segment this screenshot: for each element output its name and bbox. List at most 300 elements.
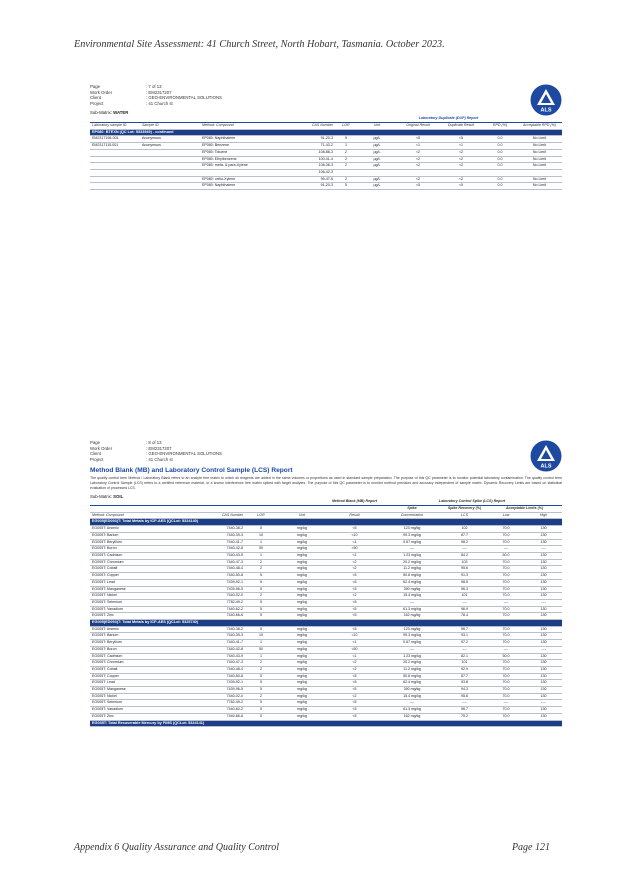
- report-page-dup: [90, 84, 562, 190]
- mb-report-head: Method Blank (MB) Report: [327, 499, 382, 505]
- sub-matrix: [90, 107, 562, 116]
- document-footer-left: Appendix 6 Quality Assurance and Quality Control: [74, 842, 279, 853]
- sub-matrix-value: SOIL: [113, 494, 124, 500]
- table-cell: mg/kg: [277, 713, 327, 720]
- dup-body: [90, 136, 562, 190]
- table-cell: [200, 170, 285, 177]
- table-cell: 87.7: [442, 532, 487, 539]
- meta-key: Project: [90, 456, 104, 462]
- table-row: [90, 553, 562, 560]
- meta-value: : EM2317207: [146, 445, 172, 451]
- table-cell: 92.9: [442, 666, 487, 673]
- table-cell: EG005T: Zinc: [90, 713, 190, 720]
- table-cell: 130: [525, 660, 562, 667]
- table-cell: 96.7: [442, 707, 487, 714]
- table-cell: 70.0: [487, 593, 525, 600]
- meta-value: : GEO-ENVIRONMENTAL SOLUTIONS: [146, 95, 222, 101]
- table-cell: 62.4 mg/kg: [382, 680, 442, 687]
- als-logo-icon: [530, 84, 562, 116]
- table-cell: 390 mg/kg: [382, 687, 442, 694]
- table-cell: mg/kg: [277, 606, 327, 613]
- table-cell: <5: [327, 526, 382, 533]
- sub-matrix-value: WATER: [113, 110, 129, 116]
- table-row: [90, 700, 562, 707]
- table-row: [90, 163, 562, 170]
- table-cell: ----: [525, 546, 562, 553]
- table-cell: 2: [245, 660, 277, 667]
- table-cell: EM2317198-001: [90, 136, 140, 143]
- table-cell: 162 mg/kg: [382, 713, 442, 720]
- table-cell: EG005T: Arsenic: [90, 526, 190, 533]
- table-cell: 70.0: [487, 666, 525, 673]
- table-cell: 0.67 mg/kg: [382, 539, 442, 546]
- table-cell: 0.0: [483, 163, 517, 170]
- table-cell: 7440-48-4: [190, 566, 245, 573]
- table-cell: EG005T: Chromium: [90, 559, 190, 566]
- table-row: [90, 579, 562, 586]
- dup-table: [90, 116, 562, 190]
- table-cell: 2: [335, 149, 357, 156]
- table-cell: EP080: meta- & para-Xylene: [200, 163, 285, 170]
- table-cell: EG005T: Nickel: [90, 693, 190, 700]
- table-cell: 5: [245, 599, 277, 606]
- table-row: [90, 539, 562, 546]
- col-header: High: [525, 512, 562, 519]
- table-cell: EG005T: Manganese: [90, 586, 190, 593]
- table-cell: 70.0: [487, 673, 525, 680]
- table-cell: 2: [335, 156, 357, 163]
- col-header: Method: Compound: [200, 123, 285, 130]
- table-cell: 2: [245, 693, 277, 700]
- acceptable-limits-head: Acceptable Limits (%): [487, 506, 562, 513]
- table-cell: 91-20-3: [285, 136, 335, 143]
- table-cell: <5: [439, 183, 483, 190]
- table-cell: 130: [525, 713, 562, 720]
- spacer: [90, 506, 382, 513]
- table-cell: <2: [397, 176, 439, 183]
- col-header: LOR: [335, 123, 357, 130]
- table-cell: 130: [525, 666, 562, 673]
- meta-value: : 8 of 13: [146, 440, 162, 445]
- table-cell: 20.2 mg/kg: [382, 660, 442, 667]
- table-cell: 130: [525, 606, 562, 613]
- col-header: Unit: [277, 512, 327, 519]
- table-cell: 7440-02-0: [190, 693, 245, 700]
- page-meta: [90, 440, 562, 462]
- table-cell: 91.3: [442, 573, 487, 580]
- table-cell: <5: [327, 673, 382, 680]
- table-cell: 96.7: [442, 626, 487, 633]
- table-row: [90, 170, 562, 177]
- table-cell: 2: [335, 176, 357, 183]
- table-cell: [90, 156, 140, 163]
- group-title: EP080: BTEXN (QC Lot: 5333949) - continued: [90, 129, 562, 136]
- table-cell: 70.0: [487, 613, 525, 620]
- meta-key: Page: [90, 84, 101, 89]
- table-cell: 50.0: [487, 653, 525, 660]
- table-cell: <5: [397, 136, 439, 143]
- table-cell: EG005T: Beryllium: [90, 539, 190, 546]
- table-cell: EG005T: Boron: [90, 546, 190, 553]
- col-header: LOR: [245, 512, 277, 519]
- table-cell: 130: [525, 559, 562, 566]
- table-cell: <5: [327, 707, 382, 714]
- table-row: [90, 599, 562, 606]
- table-cell: 96.3: [442, 586, 487, 593]
- table-cell: 5: [245, 626, 277, 633]
- table-cell: 130: [525, 687, 562, 694]
- group-row: [90, 720, 562, 727]
- table-row: [90, 707, 562, 714]
- meta-key: Work Order: [90, 89, 113, 95]
- table-cell: 11.2 mg/kg: [382, 566, 442, 573]
- table-cell: 50.8 mg/kg: [382, 673, 442, 680]
- table-cell: 7440-39-3: [190, 532, 245, 539]
- table-cell: 123 mg/kg: [382, 526, 442, 533]
- table-cell: 70.0: [487, 687, 525, 694]
- table-cell: 7440-42-8: [190, 546, 245, 553]
- table-cell: 130: [525, 579, 562, 586]
- spike-recovery-head: Spike Recovery (%): [442, 506, 487, 513]
- table-cell: 99.3 mg/kg: [382, 532, 442, 539]
- table-row: [90, 633, 562, 640]
- table-cell: 130: [525, 626, 562, 633]
- table-cell: <5: [327, 687, 382, 694]
- table-cell: 7439-96-5: [190, 586, 245, 593]
- table-cell: 106-42-3: [285, 170, 335, 177]
- table-cell: EG005T: Lead: [90, 680, 190, 687]
- table-cell: 5: [245, 526, 277, 533]
- table-cell: mg/kg: [277, 599, 327, 606]
- table-cell: 130: [525, 593, 562, 600]
- table-row: [90, 156, 562, 163]
- table-cell: 0.0: [483, 143, 517, 150]
- table-cell: EG005T: Copper: [90, 573, 190, 580]
- table-cell: 5: [245, 680, 277, 687]
- table-cell: 1: [245, 653, 277, 660]
- table-cell: 7440-41-7: [190, 640, 245, 647]
- table-cell: <50: [327, 546, 382, 553]
- table-cell: 71-43-2: [285, 143, 335, 150]
- table-cell: ----: [487, 646, 525, 653]
- table-cell: ----: [525, 646, 562, 653]
- table-cell: 130: [525, 532, 562, 539]
- page-meta: [90, 84, 562, 106]
- table-cell: 70.0: [487, 660, 525, 667]
- table-cell: 7439-92-1: [190, 579, 245, 586]
- table-cell: EG005T: Cobalt: [90, 666, 190, 673]
- report-page-mb-lcs: [90, 440, 562, 727]
- table-cell: <1: [397, 143, 439, 150]
- table-cell: mg/kg: [277, 687, 327, 694]
- table-cell: EG005T: Cobalt: [90, 566, 190, 573]
- table-cell: 98.2: [442, 539, 487, 546]
- table-row: [90, 626, 562, 633]
- als-logo-icon: [530, 440, 562, 472]
- table-cell: [140, 183, 200, 190]
- meta-value: : GEO-ENVIRONMENTAL SOLUTIONS: [146, 451, 222, 457]
- table-cell: mg/kg: [277, 673, 327, 680]
- table-cell: 70.0: [487, 539, 525, 546]
- table-cell: 7440-62-2: [190, 707, 245, 714]
- table-cell: 70.0: [487, 526, 525, 533]
- table-cell: EG005T: Selenium: [90, 700, 190, 707]
- dup-header-row: [90, 123, 562, 130]
- table-cell: 390 mg/kg: [382, 586, 442, 593]
- table-cell: EG005T: Copper: [90, 673, 190, 680]
- table-cell: 5: [245, 573, 277, 580]
- meta-value: : EM2317207: [146, 89, 172, 95]
- table-cell: <5: [397, 183, 439, 190]
- table-cell: mg/kg: [277, 539, 327, 546]
- table-cell: 97.2: [442, 640, 487, 647]
- table-cell: ----: [525, 599, 562, 606]
- table-cell: 96.9: [442, 606, 487, 613]
- table-cell: EG005T: Manganese: [90, 687, 190, 694]
- meta-row: [90, 457, 562, 463]
- table-cell: 7440-47-3: [190, 559, 245, 566]
- table-cell: ----: [487, 599, 525, 606]
- table-cell: No Limit: [517, 163, 562, 170]
- table-row: [90, 566, 562, 573]
- table-cell: EP080: ortho-Xylene: [200, 176, 285, 183]
- table-cell: 5: [245, 606, 277, 613]
- table-cell: 7440-41-7: [190, 539, 245, 546]
- table-cell: 7782-49-2: [190, 599, 245, 606]
- table-cell: 5: [335, 136, 357, 143]
- table-cell: [517, 170, 562, 177]
- table-cell: 7439-92-1: [190, 680, 245, 687]
- col-header: Acceptable RPD (%): [517, 123, 562, 130]
- table-cell: 84.2: [442, 553, 487, 560]
- table-cell: 7440-02-0: [190, 593, 245, 600]
- table-row: [90, 586, 562, 593]
- table-cell: 101: [442, 660, 487, 667]
- table-row: [90, 687, 562, 694]
- table-cell: 82.1: [442, 653, 487, 660]
- table-cell: mg/kg: [277, 693, 327, 700]
- table-cell: 50.0: [487, 553, 525, 560]
- table-cell: µg/L: [357, 143, 397, 150]
- table-cell: [335, 170, 357, 177]
- table-cell: 130: [525, 573, 562, 580]
- table-cell: <1: [327, 539, 382, 546]
- table-cell: 7440-66-6: [190, 713, 245, 720]
- table-cell: ----: [487, 546, 525, 553]
- table-cell: [140, 176, 200, 183]
- table-cell: µg/L: [357, 176, 397, 183]
- table-cell: 0.0: [483, 176, 517, 183]
- table-cell: mg/kg: [277, 566, 327, 573]
- table-cell: <5: [439, 136, 483, 143]
- table-cell: mg/kg: [277, 660, 327, 667]
- table-cell: EG005T: Chromium: [90, 660, 190, 667]
- table-cell: 0.0: [483, 183, 517, 190]
- table-cell: 1: [335, 143, 357, 150]
- table-cell: µg/L: [357, 183, 397, 190]
- table-cell: No Limit: [517, 156, 562, 163]
- table-cell: mg/kg: [277, 593, 327, 600]
- lcs-report-head: Laboratory Control Spike (LCS) Report: [382, 499, 562, 505]
- table-cell: 7440-50-8: [190, 573, 245, 580]
- col-header: CAS Number: [285, 123, 335, 130]
- table-cell: EG005T: Barium: [90, 633, 190, 640]
- table-cell: 103: [442, 559, 487, 566]
- table-cell: 1: [245, 553, 277, 560]
- table-cell: EP080: Ethylbenzene: [200, 156, 285, 163]
- table-cell: No Limit: [517, 143, 562, 150]
- section-title: Method Blank (MB) and Laboratory Control Sample (LCS) Report: [90, 467, 293, 475]
- table-row: [90, 149, 562, 156]
- table-cell: EG005T: Nickel: [90, 593, 190, 600]
- table-cell: 130: [525, 640, 562, 647]
- table-cell: 102: [442, 526, 487, 533]
- table-cell: EG005T: Selenium: [90, 599, 190, 606]
- table-cell: 87.7: [442, 673, 487, 680]
- table-cell: 7440-47-3: [190, 660, 245, 667]
- table-cell: 2: [245, 593, 277, 600]
- table-cell: 1.23 mg/kg: [382, 653, 442, 660]
- table-cell: 61.3 mg/kg: [382, 707, 442, 714]
- table-cell: 130: [525, 707, 562, 714]
- table-cell: 95.6: [442, 693, 487, 700]
- table-cell: µg/L: [357, 136, 397, 143]
- table-cell: <1: [327, 653, 382, 660]
- table-cell: 15.4 mg/kg: [382, 693, 442, 700]
- table-cell: [439, 170, 483, 177]
- col-header: RPD (%): [483, 123, 517, 130]
- table-row: [90, 593, 562, 600]
- table-cell: 7440-38-2: [190, 526, 245, 533]
- table-cell: [397, 170, 439, 177]
- table-cell: 70.0: [487, 680, 525, 687]
- col-header: Sample ID: [140, 123, 200, 130]
- table-cell: 5: [245, 579, 277, 586]
- table-cell: EP080: Benzene: [200, 143, 285, 150]
- table-row: [90, 573, 562, 580]
- table-cell: [357, 170, 397, 177]
- table-cell: 98.5: [442, 579, 487, 586]
- table-cell: mg/kg: [277, 573, 327, 580]
- table-cell: 0.0: [483, 136, 517, 143]
- table-cell: EP080: Toluene: [200, 149, 285, 156]
- table-row: [90, 613, 562, 620]
- table-cell: 130: [525, 613, 562, 620]
- table-row: [90, 532, 562, 539]
- table-row: [90, 183, 562, 190]
- table-cell: <2: [397, 156, 439, 163]
- col-header: Original Result: [397, 123, 439, 130]
- col-header: Low: [487, 512, 525, 519]
- table-cell: [90, 176, 140, 183]
- table-cell: 1.23 mg/kg: [382, 553, 442, 560]
- table-cell: 130: [525, 680, 562, 687]
- table-cell: 130: [525, 693, 562, 700]
- table-cell: 0.0: [483, 149, 517, 156]
- table-cell: [90, 163, 140, 170]
- table-cell: No Limit: [517, 149, 562, 156]
- table-cell: <5: [327, 613, 382, 620]
- table-cell: 2: [245, 666, 277, 673]
- table-cell: 7440-43-9: [190, 653, 245, 660]
- table-cell: 0.0: [483, 156, 517, 163]
- table-row: [90, 176, 562, 183]
- table-cell: 7440-48-4: [190, 666, 245, 673]
- table-cell: [140, 149, 200, 156]
- table-cell: 70.0: [487, 532, 525, 539]
- table-cell: 0.67 mg/kg: [382, 640, 442, 647]
- table-cell: 11.2 mg/kg: [382, 666, 442, 673]
- table-cell: 93.8: [442, 680, 487, 687]
- table-cell: [90, 170, 140, 177]
- table-cell: EG005T: Boron: [90, 646, 190, 653]
- table-cell: mg/kg: [277, 559, 327, 566]
- table-cell: µg/L: [357, 149, 397, 156]
- col-header: Laboratory sample ID: [90, 123, 140, 130]
- table-cell: ----: [525, 700, 562, 707]
- table-cell: [90, 183, 140, 190]
- table-row: [90, 653, 562, 660]
- table-cell: <1: [327, 640, 382, 647]
- meta-key: Page: [90, 440, 101, 445]
- group-title: EG005(ED093)T: Total Metals by ICP-AES (QCLot: 5325740): [90, 620, 562, 627]
- table-cell: <2: [397, 149, 439, 156]
- table-cell: 1: [245, 539, 277, 546]
- meta-value: : 41 Church st: [146, 100, 173, 106]
- table-cell: EM2317115-001: [90, 143, 140, 150]
- table-cell: <2: [327, 666, 382, 673]
- table-row: [90, 646, 562, 653]
- table-cell: 70.0: [487, 713, 525, 720]
- table-cell: 20.2 mg/kg: [382, 559, 442, 566]
- table-cell: mg/kg: [277, 646, 327, 653]
- meta-key: Work Order: [90, 445, 113, 451]
- table-cell: mg/kg: [277, 666, 327, 673]
- table-cell: 75.2: [442, 713, 487, 720]
- table-cell: 70.0: [487, 579, 525, 586]
- table-cell: EG005T: Vanadium: [90, 707, 190, 714]
- table-row: [90, 559, 562, 566]
- table-cell: 7782-49-2: [190, 700, 245, 707]
- table-cell: Anonymous: [140, 143, 200, 150]
- table-cell: 50: [245, 546, 277, 553]
- table-cell: mg/kg: [277, 579, 327, 586]
- table-cell: [483, 170, 517, 177]
- qc-paragraph: The quality control term Method / Laboratory Blank refers to an analyte free matrix to which all reagents are added in the same volumes or proportions as used in standard sample preparation. The purpose of this QC parameter is to monitor potential laboratory contamination. The quality control term Laboratory Control Sample (LCS) refers to a certified reference material, or a known interference free matrix spiked with target analytes. The purpose of this QC parameter is to monitor method precision and accuracy independent of sample matrix. Dynamic Recovery Limits are based on statistical evaluation of processed LCS.: [90, 476, 562, 491]
- table-cell: <5: [327, 573, 382, 580]
- col-header: CAS Number: [190, 512, 245, 519]
- table-cell: No Limit: [517, 176, 562, 183]
- table-cell: 70.0: [487, 566, 525, 573]
- table-cell: 7440-66-6: [190, 613, 245, 620]
- table-cell: 99.3 mg/kg: [382, 633, 442, 640]
- table-cell: 130: [525, 653, 562, 660]
- table-cell: <5: [327, 700, 382, 707]
- sub-matrix-label: Sub-Matrix:: [90, 494, 112, 500]
- table-cell: EP080: Naphthalene: [200, 183, 285, 190]
- meta-key: Client: [90, 451, 101, 457]
- table-cell: 50: [245, 646, 277, 653]
- table-cell: <5: [327, 606, 382, 613]
- mb-lcs-table: [90, 499, 562, 727]
- table-row: [90, 526, 562, 533]
- table-cell: <2: [327, 566, 382, 573]
- table-cell: 7440-43-9: [190, 553, 245, 560]
- table-cell: 10: [245, 532, 277, 539]
- table-cell: 7440-42-8: [190, 646, 245, 653]
- table-cell: 70.0: [487, 707, 525, 714]
- table-row: [90, 660, 562, 667]
